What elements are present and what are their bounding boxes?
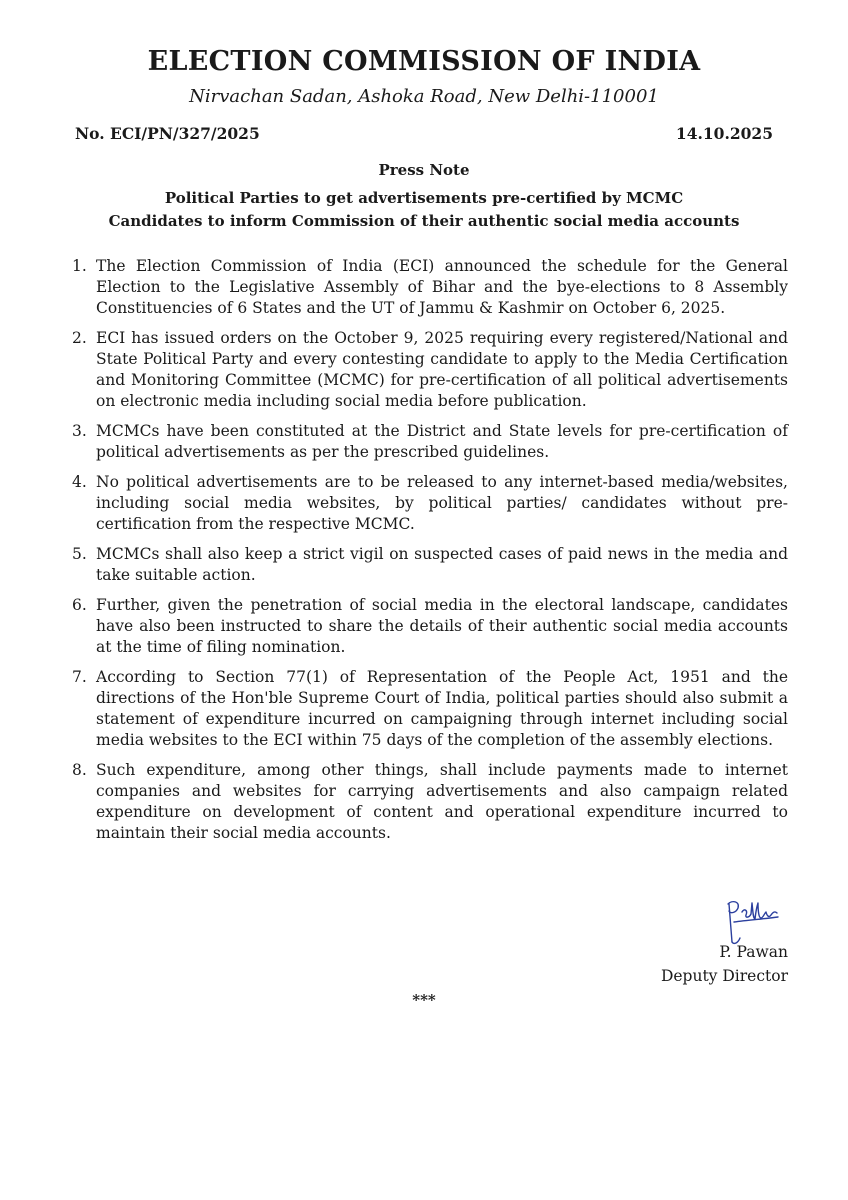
- list-item: [72, 595, 788, 658]
- point-number: 6.: [72, 596, 87, 614]
- signatory-name: P. Pawan: [719, 943, 788, 961]
- issue-date: 14.10.2025: [675, 124, 773, 143]
- list-item: [72, 421, 788, 463]
- end-mark: ***: [412, 991, 436, 1009]
- headline: [0, 187, 848, 233]
- point-number: 1.: [72, 257, 87, 275]
- organization-address: Nirvachan Sadan, Ashoka Road, New Delhi-110001: [189, 86, 659, 107]
- reference-number: No. ECI/PN/327/2025: [75, 124, 260, 143]
- headline-line-1: Political Parties to get advertisements pre-certified by MCMC: [164, 189, 684, 207]
- list-item: [72, 544, 788, 586]
- point-text: Further, given the penetration of social media in the electoral landscape, candidates have also been instructed to share the details of their authentic social media accounts at the time of filing nomination.: [96, 596, 788, 656]
- list-item: [72, 328, 788, 412]
- document-type: Press Note: [378, 161, 470, 179]
- points-list: [72, 256, 788, 853]
- point-number: 7.: [72, 668, 87, 686]
- signatory-designation: Deputy Director: [660, 967, 788, 985]
- point-text: The Election Commission of India (ECI) announced the schedule for the General Election to the Legislative Assembly of Bihar and the bye-elections to 8 Assembly Constituencies of 6 States and the UT of Jammu & Kashmir on October 6, 2025.: [96, 257, 788, 317]
- point-text: ECI has issued orders on the October 9, 2025 requiring every registered/National and State Political Party and every contesting candidate to apply to the Media Certification and Monitoring Committee (MCMC) for pre-certification of all political advertisements on electronic media including social media before publication.: [96, 329, 788, 410]
- point-text: According to Section 77(1) of Representation of the People Act, 1951 and the directions of the Hon'ble Supreme Court of India, political parties should also submit a statement of expenditure incurred on campaigning through internet including social media websites to the ECI within 75 days of the completion of the assembly elections.: [96, 668, 788, 749]
- headline-line-2: Candidates to inform Commission of their authentic social media accounts: [108, 212, 740, 230]
- point-number: 3.: [72, 422, 87, 440]
- point-text: No political advertisements are to be released to any internet-based media/websites, including social media websites, by political parties/ candidates without pre-certification from the respective MCMC.: [96, 473, 788, 533]
- point-number: 5.: [72, 545, 87, 563]
- organization-title: ELECTION COMMISSION OF INDIA: [147, 46, 701, 77]
- list-item: [72, 256, 788, 319]
- point-text: MCMCs shall also keep a strict vigil on suspected cases of paid news in the media and take suitable action.: [96, 545, 788, 584]
- list-item: [72, 760, 788, 844]
- list-item: [72, 667, 788, 751]
- point-text: Such expenditure, among other things, shall include payments made to internet companies and websites for carrying advertisements and also campaign related expenditure on development of content and operational expenditure incurred to maintain their social media accounts.: [96, 761, 788, 842]
- point-number: 8.: [72, 761, 87, 779]
- point-number: 4.: [72, 473, 87, 491]
- point-number: 2.: [72, 329, 87, 347]
- point-text: MCMCs have been constituted at the District and State levels for pre-certification of political advertisements as per the prescribed guidelines.: [96, 422, 788, 461]
- list-item: [72, 472, 788, 535]
